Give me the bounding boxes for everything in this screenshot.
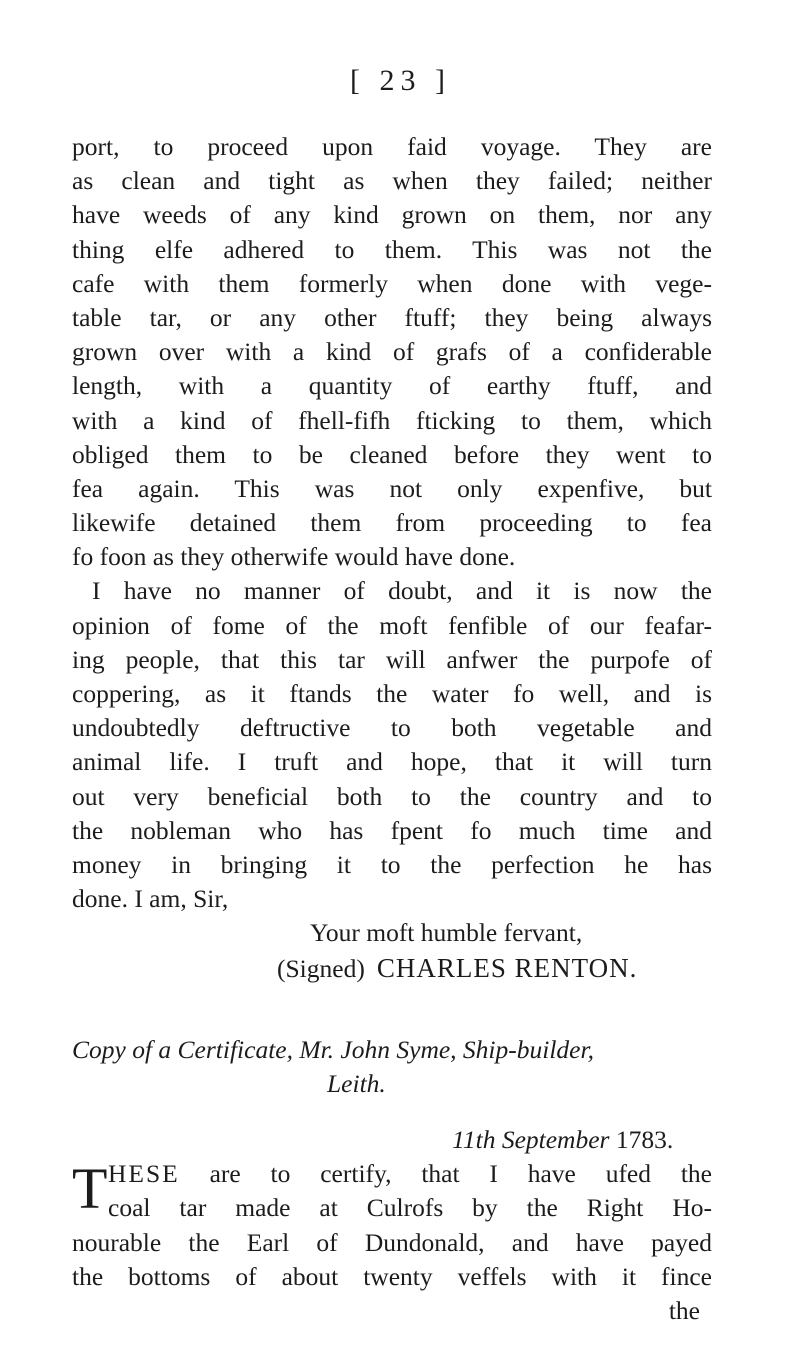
letter-paragraph-1 [72, 130, 712, 574]
text-line: likewife detained them from proceeding to fea [72, 508, 712, 538]
text-line: ing people, that this tar will anfwer the purpofe of [72, 644, 712, 674]
signature-line [72, 951, 712, 985]
text-line: the bottoms of about twenty veffels with it fince [72, 1261, 712, 1291]
text-line: I have no manner of doubt, and it is now the [92, 576, 712, 606]
text-line: thing elfe adhered to them. This was not the [72, 234, 712, 264]
text-line: fea again. This was not only expenfive, but [72, 473, 712, 503]
date-year: 1783. [615, 1125, 674, 1155]
signed-label: (Signed) [277, 953, 365, 983]
catchword: the [668, 1296, 700, 1325]
date-day: 11th September [452, 1125, 610, 1155]
page-number: [ 23 ] [350, 64, 451, 97]
text-line: coal tar made at Culrofs by the Right Ho- [108, 1193, 712, 1223]
text-line [72, 1157, 712, 1191]
certificate-heading-line-2: Leith. [327, 1068, 386, 1098]
drop-cap: T [72, 1156, 108, 1222]
letter-closing: Your moft humble fervant, [310, 918, 583, 948]
text-line: have weeds of any kind grown on them, nor any [72, 200, 712, 230]
text-line: done. I am, Sir, [72, 884, 229, 914]
text-line: fo foon as they otherwife would have done. [72, 542, 516, 572]
text-line: out very beneficial both to the country and to [72, 781, 712, 811]
signatory-name: CHARLES RENTON. [376, 952, 638, 983]
text-line: opinion of fome of the moft fenfible of our feafar- [72, 610, 712, 640]
text-line: length, with a quantity of earthy ftuff, and [72, 371, 712, 401]
certificate-paragraph [72, 1157, 712, 1294]
text-line: as clean and tight as when they failed; neither [72, 166, 712, 196]
first-line-rest: are to certify, that I have ufed the [209, 1159, 712, 1189]
text-line: animal life. I truft and hope, that it will turn [72, 747, 712, 777]
certificate-heading-line-1: Copy of a Certificate, Mr. John Syme, Ship-builder, [72, 1034, 594, 1064]
text-line: undoubtedly deftructive to both vegetable and [72, 713, 712, 743]
text-line: the nobleman who has fpent fo much time and [72, 815, 712, 845]
text-line: coppering, as it ftands the water fo well, and is [72, 679, 712, 708]
text-line: obliged them to be cleaned before they went to [72, 439, 712, 469]
text-line: cafe with them formerly when done with vege- [72, 268, 712, 298]
page-body [72, 130, 712, 1328]
certificate-heading [72, 1033, 712, 1101]
text-line: grown over with a kind of grafs of a confiderable [72, 337, 712, 367]
text-line: with a kind of fhell-fifh fticking to them, which [72, 405, 712, 435]
text-line: port, to proceed upon faid voyage. They are [72, 132, 712, 161]
text-line: nourable the Earl of Dundonald, and have payed [72, 1227, 712, 1257]
certificate-date [72, 1123, 712, 1157]
letter-paragraph-2 [72, 574, 712, 916]
text-line: table tar, or any other ftuff; they being always [72, 302, 712, 332]
text-line: money in bringing it to the perfection he has [72, 849, 712, 879]
caps-word: HESE [108, 1159, 180, 1189]
